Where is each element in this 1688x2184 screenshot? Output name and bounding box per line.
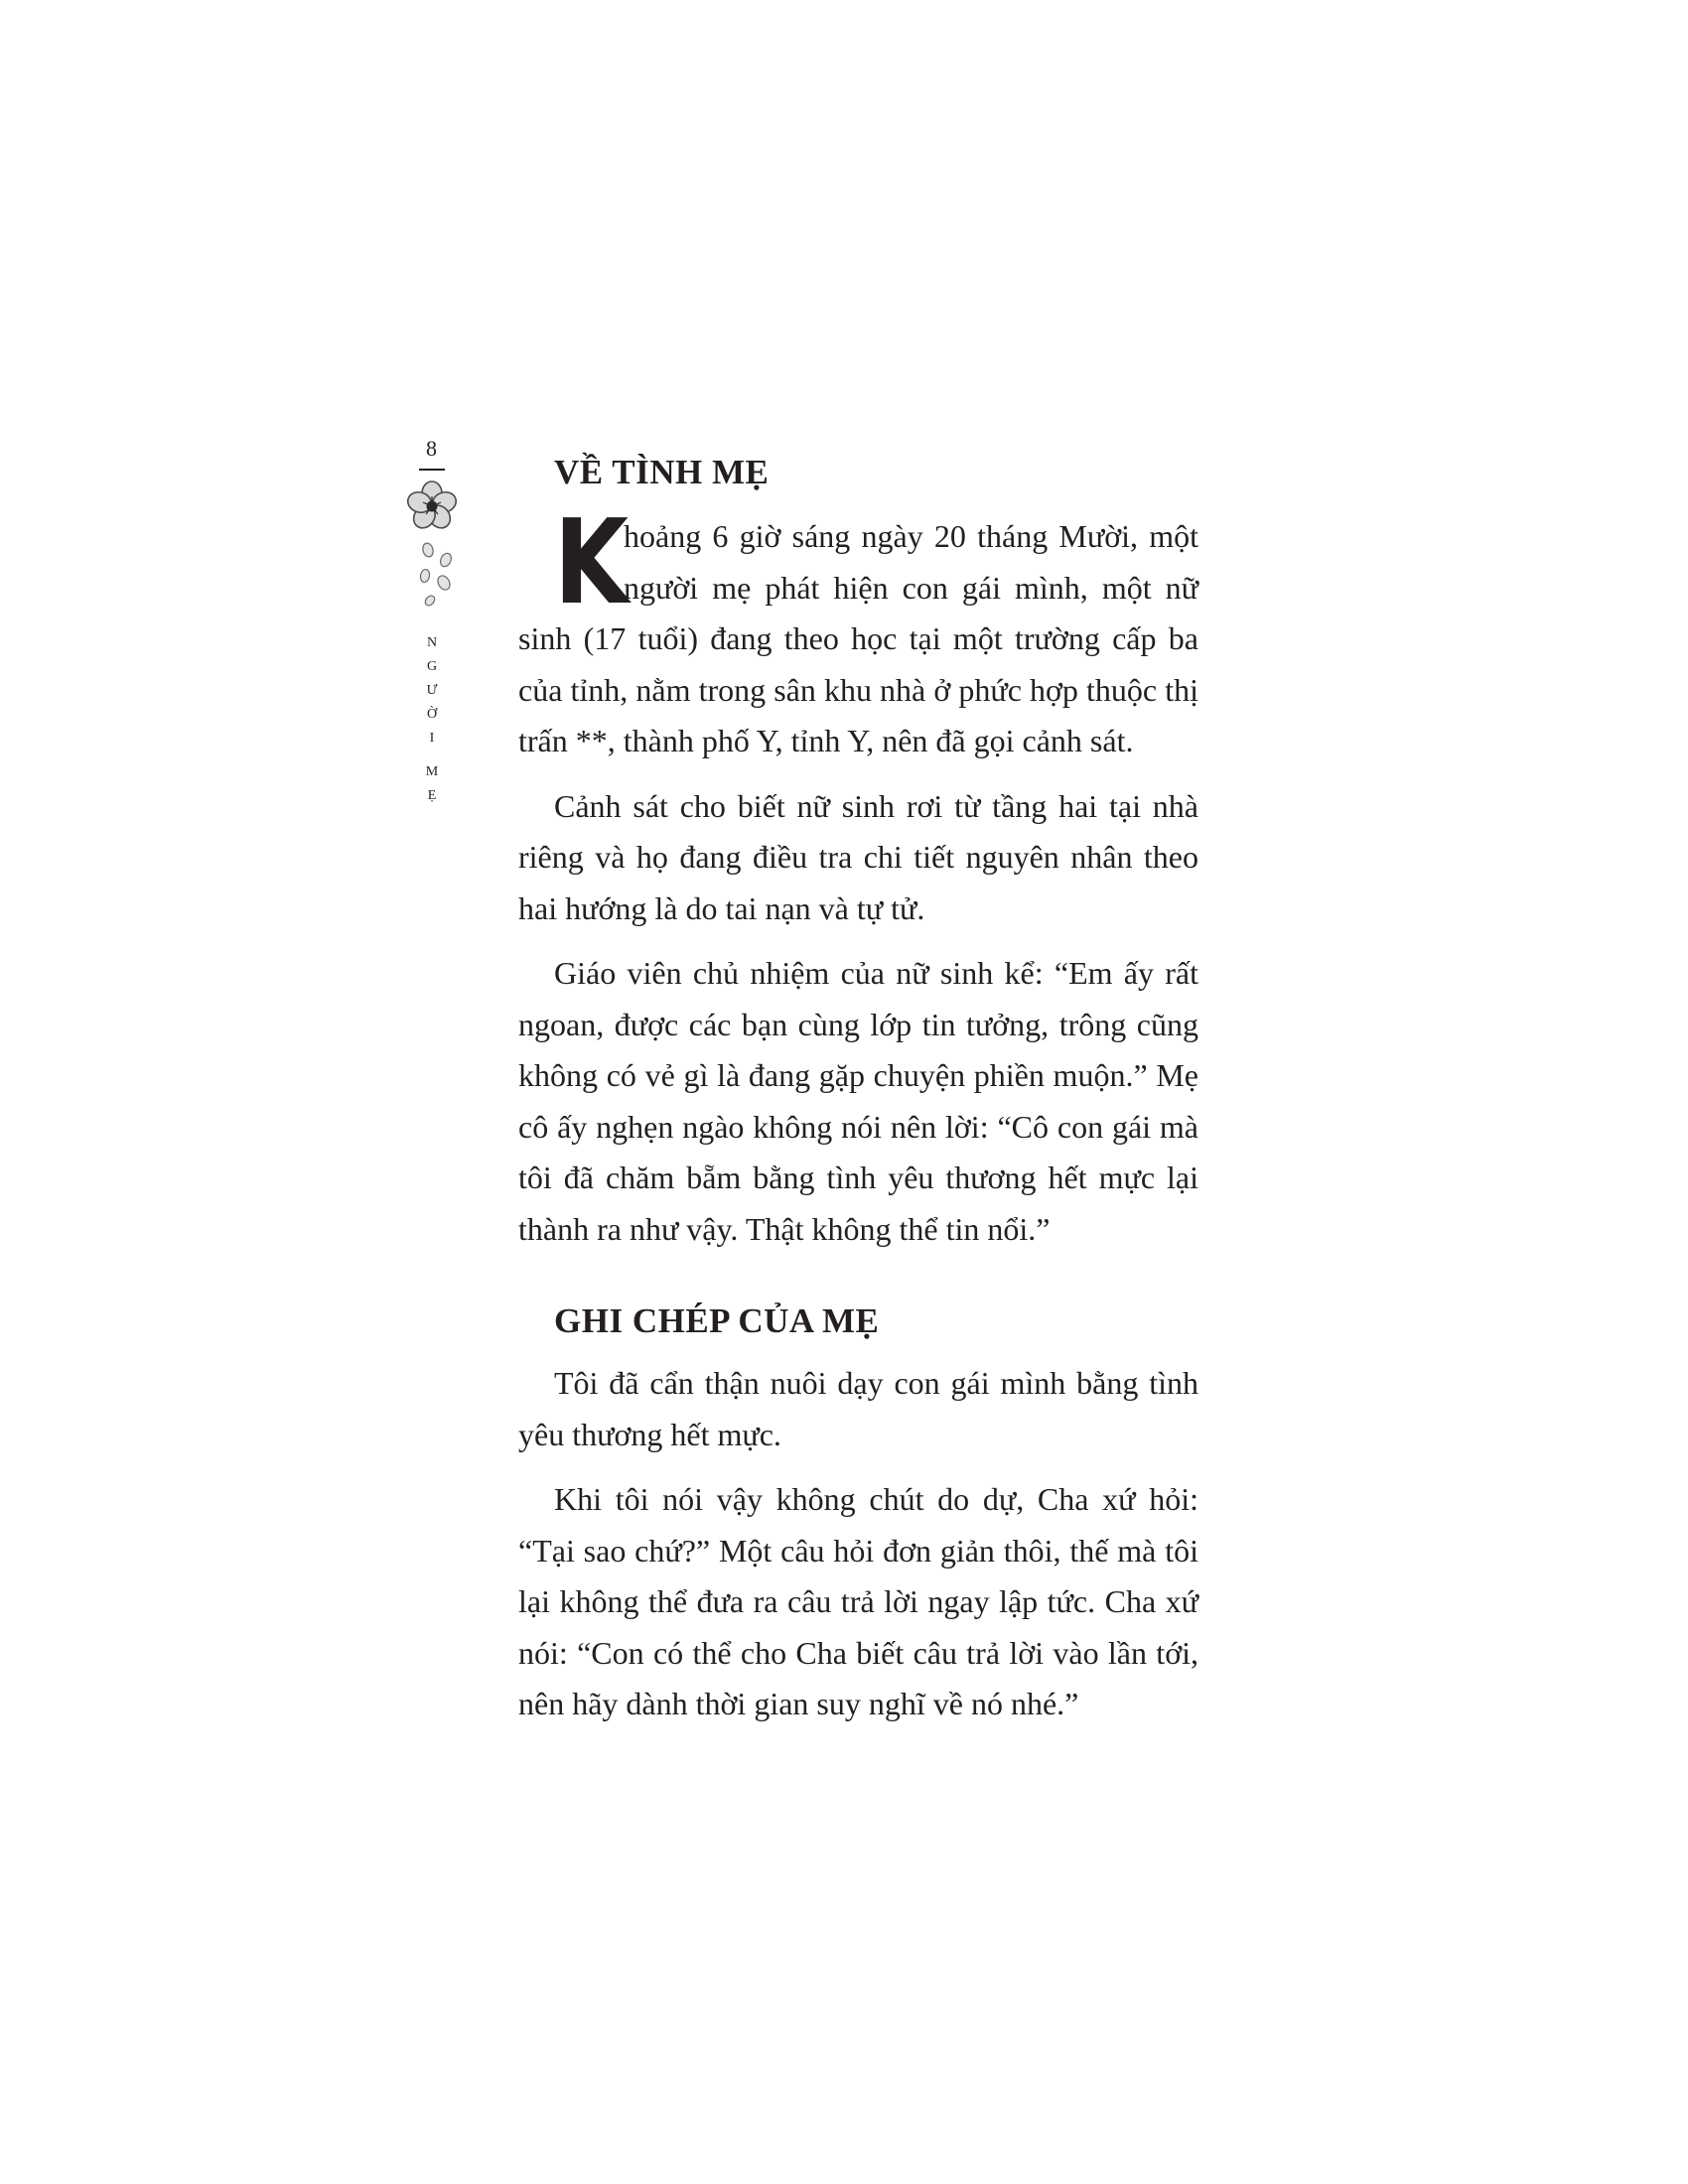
drop-cap: K — [554, 493, 629, 630]
section-heading: VỀ TÌNH MẸ — [554, 453, 770, 491]
margin-column — [392, 437, 472, 808]
page-number-rule — [419, 469, 445, 471]
opening-paragraph — [518, 493, 1198, 767]
plum-blossom-icon — [392, 480, 472, 619]
body-paragraph: Giáo viên chủ nhiệm của nữ sinh kể: “Em ấy rất ngoan, được các bạn cùng lớp tin tưởng, trông cũng không có vẻ gì là đang gặp chuyện phiền muộn.” Mẹ cô ấy nghẹn ngào không nói nên lời: “Cô con gái mà tôi đã chăm bẵm bằng tình yêu thương hết mực lại thành ra như vậy. Thật không thể tin nổi.” — [518, 955, 1198, 1247]
running-title-letter: M — [425, 764, 439, 779]
body-paragraph: Cảnh sát cho biết nữ sinh rơi từ tầng hai tại nhà riêng và họ đang điều tra chi tiết nguyên nhân theo hai hướng là do tai nạn và tự tử. — [518, 787, 1198, 926]
running-title-letter: Ư — [426, 683, 438, 698]
page-body — [518, 450, 1198, 1744]
running-title-letter: I — [429, 731, 435, 746]
running-title-gap — [392, 751, 472, 760]
body-paragraph: Khi tôi nói vậy không chút do dự, Cha xứ hỏi: “Tại sao chứ?” Một câu hỏi đơn giản thôi, thế mà tôi lại không thể đưa ra câu trả lời ngay lập tức. Cha xứ nói: “Con có thể cho Cha biết câu trả lời vào lần tới, nên hãy dành thời gian suy nghĩ về nó nhé.” — [518, 1481, 1198, 1721]
opening-paragraph-text: hoảng 6 giờ sáng ngày 20 tháng Mười, một người mẹ phát hiện con gái mình, một nữ sinh (17 tuổi) đang theo học tại một trường cấp ba của tỉnh, nằm trong sân khu nhà ở phức hợp thuộc thị trấn **, thành phố Y, tỉnh Y, nên đã gọi cảnh sát. — [518, 518, 1198, 758]
section-heading: GHI CHÉP CỦA MẸ — [554, 1301, 880, 1340]
running-title-vertical — [392, 631, 472, 808]
body-paragraph: Tôi đã cẩn thận nuôi dạy con gái mình bằng tình yêu thương hết mực. — [518, 1365, 1198, 1452]
running-title-letter: Ẹ — [427, 788, 437, 803]
running-title-letter: G — [426, 659, 438, 674]
running-title-letter: N — [426, 635, 438, 650]
page-number: 8 — [426, 436, 438, 461]
running-title-letter: Ờ — [426, 707, 438, 722]
